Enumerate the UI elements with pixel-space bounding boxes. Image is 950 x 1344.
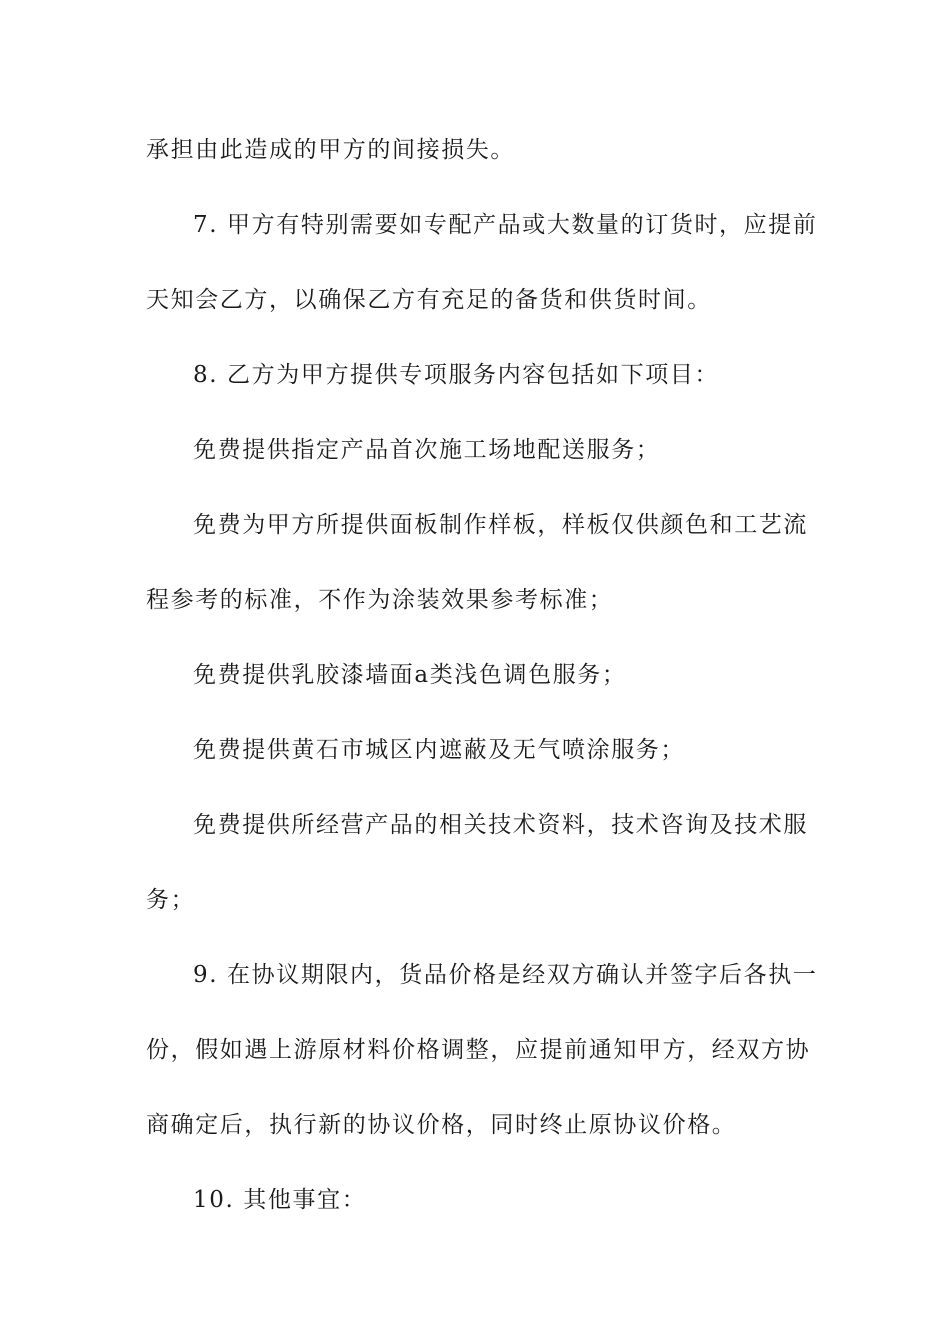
service-item-4: 免费提供黄石市城区内遮蔽及无气喷涂服务； [193, 737, 685, 763]
clause-10-heading: 10. 其他事宜： [193, 1187, 367, 1213]
service-item-5-line-2: 务； [146, 887, 196, 913]
service-item-1: 免费提供指定产品首次施工场地配送服务； [193, 437, 661, 463]
clause-9-line-3: 商确定后，执行新的协议价格，同时终止原协议价格。 [146, 1112, 737, 1138]
service-item-2-line-2: 程参考的标准，不作为涂装效果参考标准； [146, 587, 614, 613]
clause-8-heading: 8. 乙方为甲方提供专项服务内容包括如下项目： [193, 362, 720, 388]
clause-9-line-2: 份，假如遇上游原材料价格调整，应提前通知甲方，经双方协 [146, 1037, 811, 1063]
service-item-2-line-1: 免费为甲方所提供面板制作样板，样板仅供颜色和工艺流 [193, 512, 808, 538]
text-line-1: 承担由此造成的甲方的间接损失。 [146, 137, 515, 163]
service-item-3: 免费提供乳胶漆墙面a类浅色调色服务； [193, 662, 627, 688]
service-item-5-line-1: 免费提供所经营产品的相关技术资料，技术咨询及技术服 [193, 812, 808, 838]
clause-9-line-1: 9. 在协议期限内，货品价格是经双方确认并签字后各执一 [193, 962, 818, 988]
clause-7-line-2: 天知会乙方，以确保乙方有充足的备货和供货时间。 [146, 287, 712, 313]
clause-7-line-1: 7. 甲方有特别需要如专配产品或大数量的订货时，应提前 [193, 212, 818, 238]
